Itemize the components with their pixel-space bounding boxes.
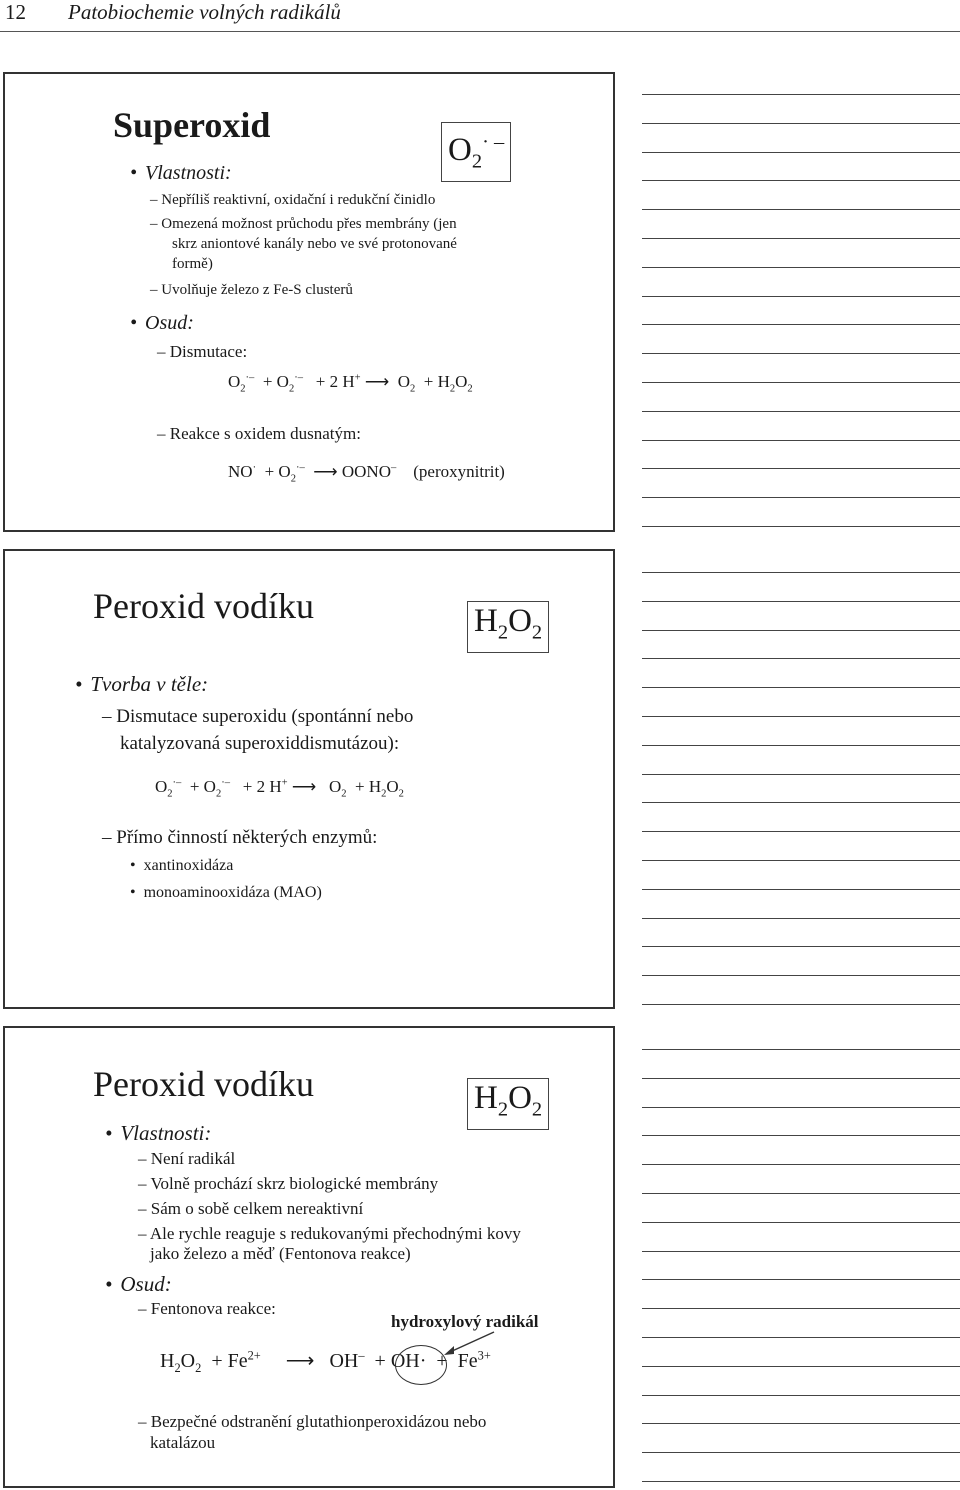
slide-peroxid-tvorba — [3, 549, 615, 1009]
property-item: – Sám o sobě celkem nereaktivní — [138, 1199, 364, 1218]
bezpecne-line-cont: katalázou — [150, 1433, 216, 1452]
note-line — [642, 745, 960, 746]
note-line — [642, 1164, 960, 1165]
note-line — [642, 1222, 960, 1223]
note-line — [642, 860, 960, 861]
note-line — [642, 1107, 960, 1108]
note-line — [642, 1308, 960, 1309]
osud-label: • Osud: — [105, 1272, 172, 1297]
peroxide-formula: $H_2O_2$ — [467, 601, 549, 653]
note-line — [642, 1078, 960, 1079]
note-line — [642, 94, 960, 95]
note-line — [642, 296, 960, 297]
note-line — [642, 324, 960, 325]
superoxide-formula: $O_2^{\cdot -}$ — [441, 122, 511, 182]
fenton-label: – Fentonova reakce: — [138, 1299, 276, 1318]
peroxide-formula: $H_2O_2$ — [467, 1078, 549, 1130]
note-line — [642, 1423, 960, 1424]
enzyme-item: • xantinoxidáza — [130, 857, 233, 875]
note-line — [642, 440, 960, 441]
primo-label: – Přímo činností některých enzymů: — [102, 827, 378, 848]
note-line — [642, 889, 960, 890]
vlastnosti-label: • Vlastnosti: — [105, 1121, 211, 1146]
property-item: – Nepříliš reaktivní, oxidační i redukční činidlo — [150, 192, 436, 208]
note-line — [642, 123, 960, 124]
enzyme-item: • monoaminooxidáza (MAO) — [130, 884, 322, 902]
vlastnosti-label: • Vlastnosti: — [130, 162, 232, 185]
note-line — [642, 180, 960, 181]
hydroxyl-radical-label: hydroxylový radikál — [391, 1312, 539, 1331]
reakce-label: – Reakce s oxidem dusnatým: — [157, 424, 361, 443]
note-line — [642, 411, 960, 412]
note-line — [642, 658, 960, 659]
note-line — [642, 353, 960, 354]
note-line — [642, 1279, 960, 1280]
oh-radical-circle — [395, 1345, 447, 1385]
dismutace-label: – Dismutace: — [157, 342, 248, 361]
note-line — [642, 1193, 960, 1194]
dismutace-line-cont: katalyzovaná superoxiddismutázou): — [120, 733, 400, 754]
property-item: – Není radikál — [138, 1149, 236, 1168]
property-item: – Volně prochází skrz biologické membrány — [138, 1174, 439, 1193]
property-item-cont: jako železo a měď (Fentonova reakce) — [150, 1244, 411, 1263]
note-line — [642, 152, 960, 153]
book-title: Patobiochemie volných radikálů — [68, 0, 341, 24]
slide-peroxid-vlastnosti — [3, 1026, 615, 1488]
note-line — [642, 716, 960, 717]
tvorba-label: • Tvorba v těle: — [75, 672, 208, 697]
note-line — [642, 1337, 960, 1338]
dismutace-line: – Dismutace superoxidu (spontánní nebo — [102, 706, 414, 727]
note-line — [642, 209, 960, 210]
note-line — [642, 975, 960, 976]
note-line — [642, 572, 960, 573]
note-line — [642, 601, 960, 602]
bezpecne-line: – Bezpečné odstranění glutathionperoxidázou nebo — [138, 1412, 487, 1431]
note-line — [642, 526, 960, 527]
note-line — [642, 1395, 960, 1396]
note-line — [642, 497, 960, 498]
note-line — [642, 238, 960, 239]
no-equation: $NO^\cdot + O_2^{\cdot-}$ ⟶ OONO– (peroxynitrit) — [228, 462, 505, 485]
property-item: – Ale rychle reaguje s redukovanými přechodnými kovy — [138, 1224, 521, 1243]
note-line — [642, 1135, 960, 1136]
property-item: – Uvolňuje železo z Fe-S clusterů — [150, 282, 353, 298]
note-line — [642, 382, 960, 383]
header-rule — [0, 31, 960, 32]
note-line — [642, 918, 960, 919]
slide-title: Peroxid vodíku — [93, 586, 314, 626]
note-line — [642, 1251, 960, 1252]
note-line — [642, 1452, 960, 1453]
note-line — [642, 774, 960, 775]
property-item: – Omezená možnost průchodu přes membrány (jen — [150, 216, 457, 232]
note-line — [642, 1366, 960, 1367]
note-line — [642, 687, 960, 688]
note-line — [642, 946, 960, 947]
slide-title: Peroxid vodíku — [93, 1064, 314, 1104]
note-line — [642, 1481, 960, 1482]
property-item-cont: skrz aniontové kanály nebo ve své protonované — [172, 236, 457, 252]
note-line — [642, 468, 960, 469]
note-line — [642, 1004, 960, 1005]
note-line — [642, 630, 960, 631]
note-line — [642, 1049, 960, 1050]
page-number: 12 — [5, 0, 26, 24]
note-line — [642, 831, 960, 832]
dismutace-equation: $O_2^{\cdot-} + O_2^{\cdot-} + 2$ H+ ⟶ $O_2 + H_2O_2$ — [228, 372, 473, 395]
slide-superoxid — [3, 72, 615, 532]
property-item-cont: formě) — [172, 256, 213, 272]
dismutace-equation: $O_2^{\cdot-} + O_2^{\cdot-} + 2$ H+ ⟶ $O_2 + H_2O_2$ — [155, 777, 404, 800]
fenton-equation: $H_2O_2 + Fe^{2+}$ ⟶ $OH^- + OH\cdot + Fe^{3+}$ — [160, 1348, 491, 1375]
note-line — [642, 802, 960, 803]
osud-label: • Osud: — [130, 312, 194, 335]
slide-title: Superoxid — [113, 105, 271, 145]
note-line — [642, 267, 960, 268]
